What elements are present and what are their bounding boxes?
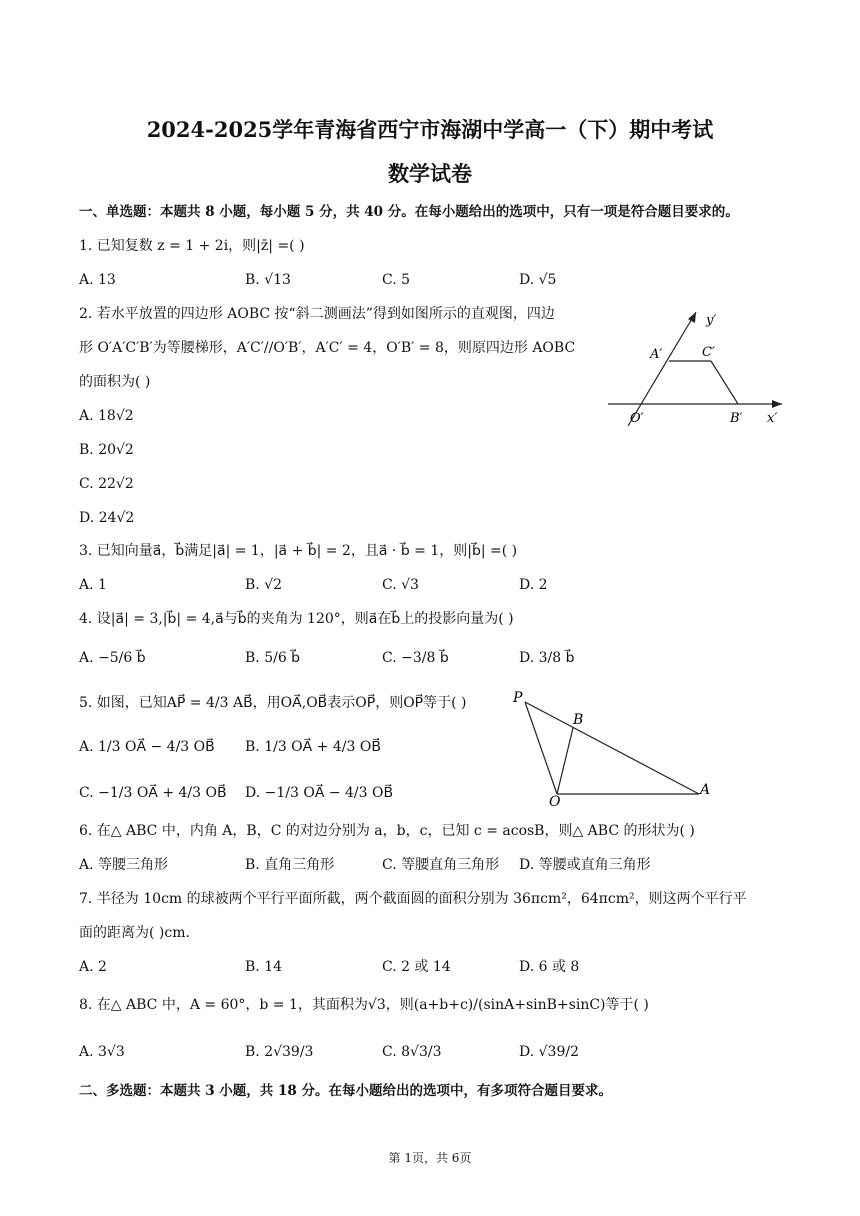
q7-stem-line1: 7. 半径为 10cm 的球被两个平行平面所截，两个截面圆的面积分别为 36πcm²，64πcm²，则这两个平行平	[79, 891, 747, 907]
q5-option-c: C. −1/3 OA⃗ + 4/3 OB⃗	[79, 785, 227, 801]
q4-stem: 4. 设|a⃗| = 3,|b⃗| = 4,a⃗与b⃗的夹角为 120°，则a⃗在b⃗上的投影向量为( )	[79, 611, 514, 627]
section-multiple-choice: 二、多选题：本题共 3 小题，共 18 分。在每小题给出的选项中，有多项符合题目要求。	[79, 1083, 612, 1099]
q5-stem: 5. 如图，已知AP⃗ = 4/3 AB⃗，用OA⃗,OB⃗表示OP⃗，则OP⃗等于( )	[79, 695, 467, 711]
label-o: O	[549, 794, 561, 809]
q3-option-d: D. 2	[519, 577, 548, 593]
q6-option-a: A. 等腰三角形	[79, 857, 169, 873]
q5-option-a: A. 1/3 OA⃗ − 4/3 OB⃗	[79, 739, 215, 755]
q2-stem-line1: 2. 若水平放置的四边形 AOBC 按“斜二测画法”得到如图所示的直观图，四边	[79, 306, 555, 322]
q5-option-d: D. −1/3 OA⃗ − 4/3 OB⃗	[245, 785, 394, 801]
q7-option-d: D. 6 或 8	[519, 959, 580, 975]
label-a: A	[700, 782, 711, 798]
x-axis-arrow	[772, 400, 782, 408]
q7-option-a: A. 2	[79, 959, 107, 975]
q7-option-c: C. 2 或 14	[382, 959, 451, 975]
q8-option-c: C. 8√3/3	[382, 1044, 442, 1060]
q2-option-c: C. 22√2	[79, 476, 134, 492]
label-o-prime: O′	[630, 411, 644, 426]
q3-option-c: C. √3	[382, 577, 419, 593]
q1-stem: 1. 已知复数 z = 1 + 2i，则|z̄| =( )	[79, 238, 305, 254]
label-b: B	[573, 712, 584, 728]
label-c-prime: C′	[702, 345, 715, 360]
q2-option-b: B. 20√2	[79, 442, 134, 458]
label-a-prime: A′	[650, 347, 663, 362]
q3-option-b: B. √2	[245, 577, 283, 593]
q7-option-b: B. 14	[245, 959, 283, 975]
q4-option-d: D. 3/8 b⃗	[519, 650, 575, 666]
q3-option-a: A. 1	[79, 577, 107, 593]
q1-option-b: B. √13	[245, 272, 291, 288]
q8-option-b: B. 2√39/3	[245, 1044, 314, 1060]
page-subtitle: 数学试卷	[388, 161, 472, 186]
q7-stem-line2: 面的距离为( )cm.	[79, 925, 190, 941]
y-axis-arrow	[688, 312, 696, 323]
q4-option-a: A. −5/6 b⃗	[79, 650, 146, 666]
label-y-axis: y′	[706, 313, 717, 328]
q5-option-b: B. 1/3 OA⃗ + 4/3 OB⃗	[245, 739, 381, 755]
q2-stem-line3: 的面积为( )	[79, 374, 151, 390]
page-title: 2024-2025学年青海省西宁市海湖中学高一（下）期中考试	[146, 117, 714, 142]
q2-stem-line2: 形 O′A′C′B′为等腰梯形，A′C′//O′B′，A′C′ = 4，O′B′ = 8，则原四边形 AOBC	[79, 340, 576, 356]
triangle-figure	[505, 684, 720, 809]
label-p: P	[513, 690, 523, 706]
trapezoid-figure	[600, 300, 800, 430]
y-axis	[628, 312, 696, 426]
q8-option-a: A. 3√3	[79, 1044, 125, 1060]
q4-option-b: B. 5/6 b⃗	[245, 650, 301, 666]
q2-option-d: D. 24√2	[79, 510, 135, 526]
label-b-prime: B′	[730, 411, 743, 426]
section-single-choice: 一、单选题：本题共 8 小题，每小题 5 分，共 40 分。在每小题给出的选项中，只有一项是符合题目要求的。	[79, 204, 739, 220]
q8-option-d: D. √39/2	[519, 1044, 579, 1060]
q3-stem: 3. 已知向量a⃗，b⃗满足|a⃗| = 1，|a⃗ + b⃗| = 2，且a⃗ · b⃗ = 1，则|b⃗| =( )	[79, 543, 518, 559]
q1-option-c: C. 5	[382, 272, 411, 288]
page-footer: 第 1页，共 6页	[388, 1151, 472, 1165]
segment-pa	[525, 702, 699, 794]
q2-option-a: A. 18√2	[79, 408, 134, 424]
segment-ob	[557, 728, 573, 794]
label-x-axis: x′	[767, 411, 778, 426]
q6-option-b: B. 直角三角形	[245, 857, 335, 873]
q6-stem: 6. 在△ ABC 中，内角 A，B，C 的对边分别为 a，b，c，已知 c = acosB，则△ ABC 的形状为( )	[79, 823, 695, 839]
q4-option-c: C. −3/8 b⃗	[382, 650, 449, 666]
q6-option-c: C. 等腰直角三角形	[382, 857, 500, 873]
right-leg-line	[711, 361, 738, 404]
q1-option-d: D. √5	[519, 272, 557, 288]
q8-stem: 8. 在△ ABC 中，A = 60°，b = 1，其面积为√3，则(a+b+c)/(sinA+sinB+sinC)等于( )	[79, 997, 649, 1013]
q1-option-a: A. 13	[79, 272, 116, 288]
q6-option-d: D. 等腰或直角三角形	[519, 857, 651, 873]
